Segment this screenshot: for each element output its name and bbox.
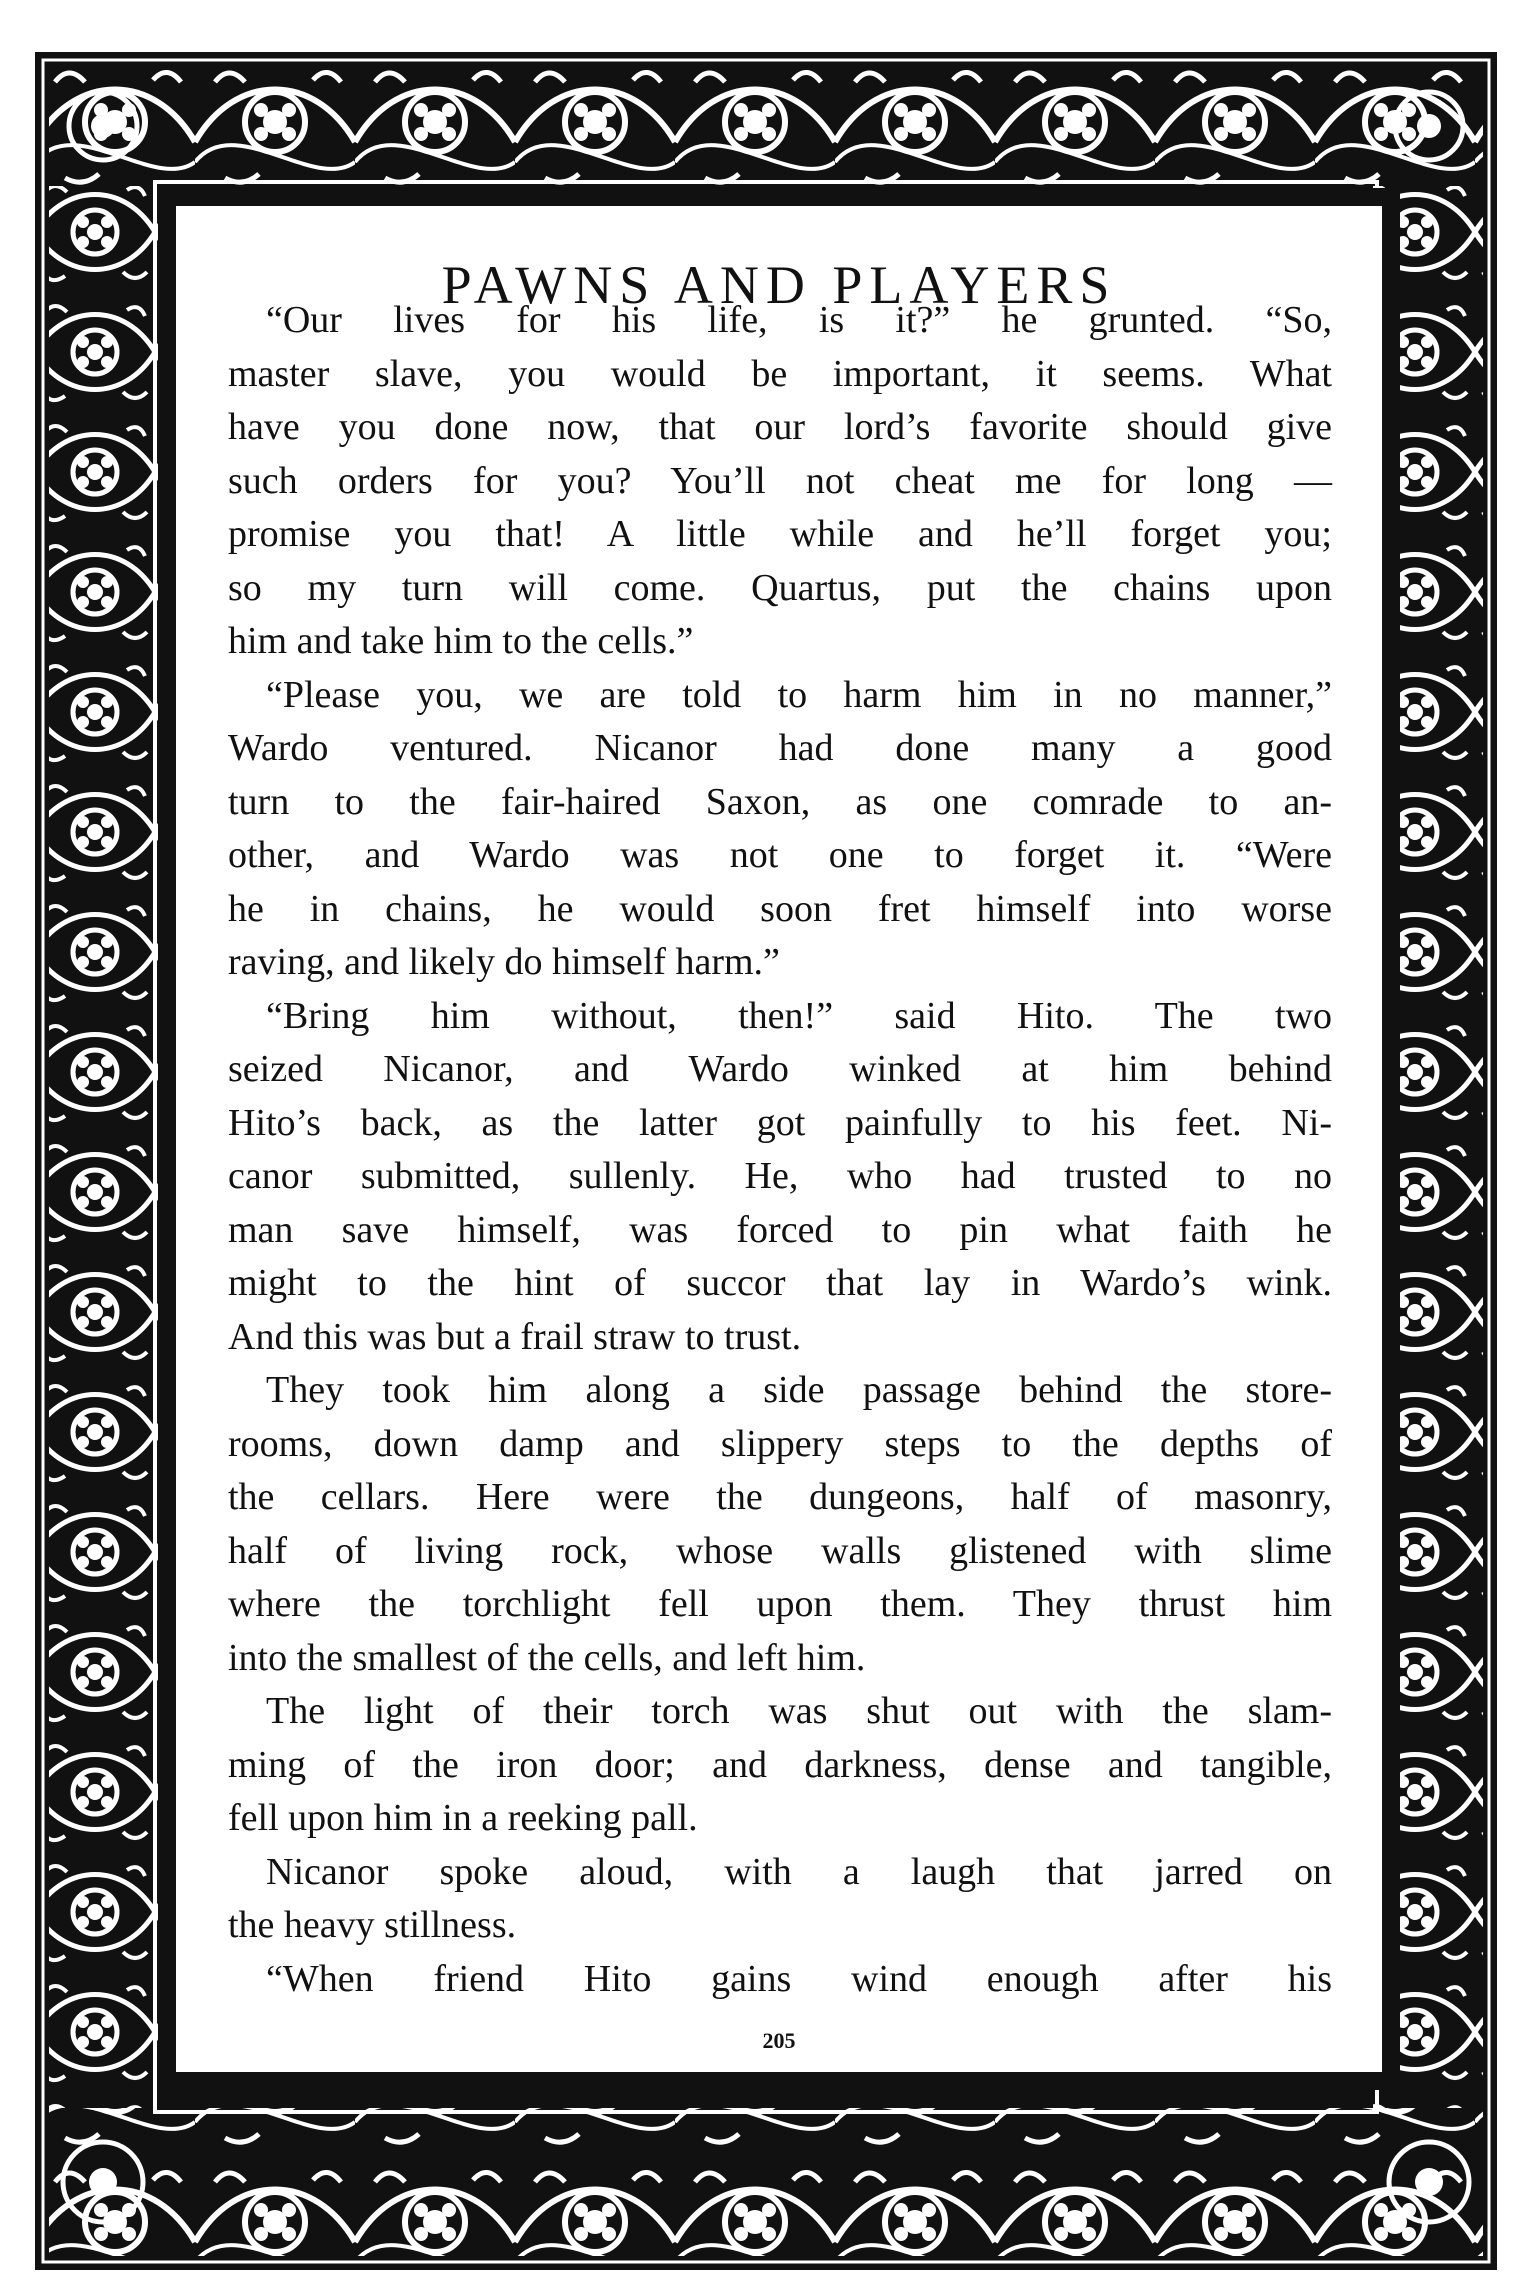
page-text-panel <box>176 206 1382 2072</box>
text-line: Nicanor spoke aloud, with a laugh that jarred on <box>266 1850 1332 1893</box>
text-line: half of living rock, whose walls glistened with slime <box>228 1529 1332 1572</box>
text-line: man save himself, was forced to pin what faith he <box>228 1208 1332 1251</box>
text-line: canor submitted, sullenly. He, who had trusted to no <box>228 1155 1332 1197</box>
text-line: the cellars. Here were the dungeons, half of masonry, <box>228 1476 1332 1518</box>
text-line: him and take him to the cells.” <box>228 620 694 662</box>
text-line: turn to the fair-haired Saxon, as one comrade to an- <box>228 780 1332 823</box>
text-line: Wardo ventured. Nicanor had done many a good <box>228 727 1332 769</box>
text-line: raving, and likely do himself harm.” <box>228 941 780 983</box>
text-line: other, and Wardo was not one to forget it. “Were <box>228 834 1332 876</box>
text-line: “When friend Hito gains wind enough after his <box>266 1957 1332 2000</box>
text-line: And this was but a frail straw to trust. <box>228 1315 802 1358</box>
text-line: have you done now, that our lord’s favorite should give <box>228 406 1332 448</box>
text-line: “Bring him without, then!” said Hito. The two <box>266 994 1332 1037</box>
text-line: ming of the iron door; and darkness, dense and tangible, <box>228 1743 1332 1786</box>
text-line: the heavy stillness. <box>228 1904 517 1946</box>
text-line: might to the hint of succor that lay in Wardo’s wink. <box>228 1262 1332 1304</box>
page-number: 205 <box>762 2028 796 2053</box>
text-line: rooms, down damp and slippery steps to the depths of <box>228 1422 1332 1465</box>
text-line: They took him along a side passage behind the store- <box>266 1369 1332 1411</box>
text-line: such orders for you? You’ll not cheat me for long — <box>228 459 1332 502</box>
text-line: The light of their torch was shut out with the slam- <box>266 1690 1332 1732</box>
body-text <box>228 294 1332 2006</box>
text-line: into the smallest of the cells, and left him. <box>228 1636 866 1679</box>
text-line: seized Nicanor, and Wardo winked at him behind <box>228 1048 1332 1090</box>
text-line: fell upon him in a reeking pall. <box>228 1797 698 1839</box>
text-line: Hito’s back, as the latter got painfully to his feet. Ni- <box>228 1101 1332 1144</box>
page-title: PAWNS AND PLAYERS <box>441 255 1117 316</box>
text-line: “Please you, we are told to harm him in no manner,” <box>266 673 1332 716</box>
text-line: master slave, you would be important, it seems. What <box>228 352 1332 395</box>
text-line: “Our lives for his life, is it?” he grunted. “So, <box>266 299 1332 341</box>
text-line: promise you that! A little while and he’ll forget you; <box>228 513 1332 555</box>
text-line: where the torchlight fell upon them. They thrust him <box>228 1583 1332 1625</box>
text-line: so my turn will come. Quartus, put the chains upon <box>228 566 1332 609</box>
text-line: he in chains, he would soon fret himself into worse <box>228 887 1332 930</box>
